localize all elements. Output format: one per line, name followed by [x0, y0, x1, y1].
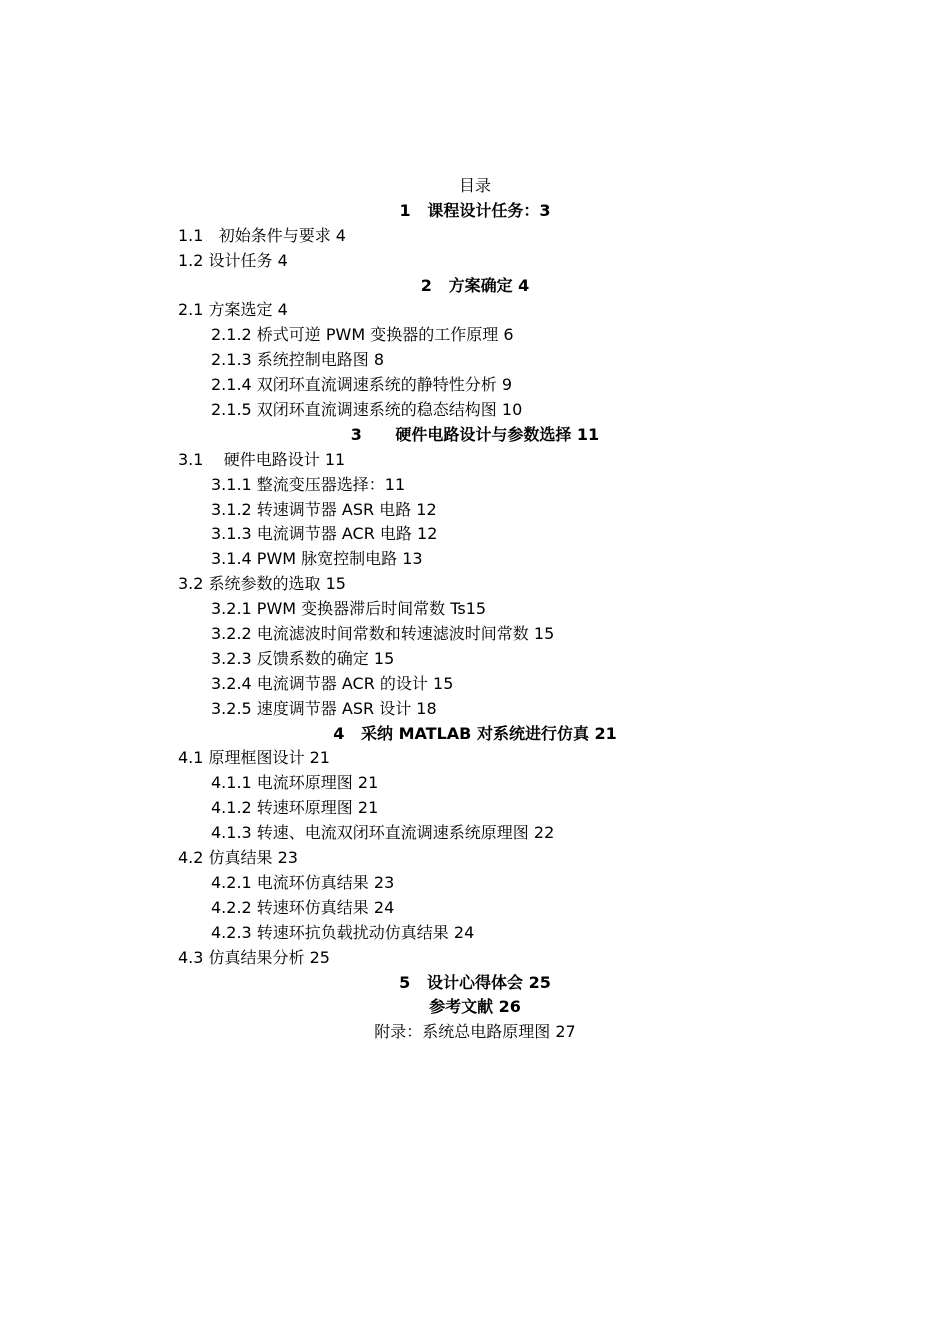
toc-entry[interactable]: 1.1 初始条件与要求 4 — [178, 225, 346, 245]
toc-subentry[interactable]: 4.1.3 转速、电流双闭环直流调速系统原理图 22 — [211, 823, 555, 843]
toc-subentry[interactable]: 4.2.1 电流环仿真结果 23 — [211, 872, 395, 892]
toc-subentry[interactable]: 3.2.3 反馈系数的确定 15 — [211, 648, 395, 668]
toc-subentry[interactable]: 3.1.3 电流调节器 ACR 电路 12 — [211, 524, 438, 544]
toc-subentry[interactable]: 2.1.5 双闭环直流调速系统的稳态结构图 10 — [211, 400, 523, 420]
toc-entry[interactable]: 4.1 原理框图设计 21 — [178, 748, 330, 768]
toc-heading[interactable]: 4 采纳 MATLAB 对系统进行仿真 21 — [333, 723, 617, 743]
toc-heading[interactable]: 3 硬件电路设计与参数选择 11 — [350, 424, 600, 444]
toc-heading[interactable]: 1 课程设计任务：3 — [399, 200, 551, 220]
toc-subentry[interactable]: 3.2.4 电流调节器 ACR 的设计 15 — [211, 673, 454, 693]
toc-heading[interactable]: 2 方案确定 4 — [420, 275, 530, 295]
toc-entry[interactable]: 3.2 系统参数的选取 15 — [178, 574, 346, 594]
toc-subentry[interactable]: 3.2.1 PWM 变换器滞后时间常数 Ts15 — [211, 599, 487, 619]
toc-subentry[interactable]: 4.1.2 转速环原理图 21 — [211, 798, 379, 818]
toc-entry[interactable]: 4.2 仿真结果 23 — [178, 848, 298, 868]
toc-entry[interactable]: 4.3 仿真结果分析 25 — [178, 947, 330, 967]
toc-subentry[interactable]: 2.1.4 双闭环直流调速系统的静特性分析 9 — [211, 375, 513, 395]
toc-heading[interactable]: 5 设计心得体会 25 — [399, 972, 551, 992]
toc-subentry[interactable]: 2.1.2 桥式可逆 PWM 变换器的工作原理 6 — [211, 325, 514, 345]
toc-subentry[interactable]: 3.1.1 整流变压器选择：11 — [211, 474, 406, 494]
toc-entry-appendix[interactable]: 附录：系统总电路原理图 27 — [374, 1022, 576, 1042]
toc-entry[interactable]: 3.1 硬件电路设计 11 — [178, 449, 346, 469]
toc-subentry[interactable]: 4.1.1 电流环原理图 21 — [211, 773, 379, 793]
toc-title: 目录 — [458, 176, 491, 195]
table-of-contents — [0, 174, 950, 1045]
toc-subentry[interactable]: 3.2.5 速度调节器 ASR 设计 18 — [211, 698, 437, 718]
toc-subentry[interactable]: 3.1.4 PWM 脉宽控制电路 13 — [211, 549, 423, 569]
toc-subentry[interactable]: 2.1.3 系统控制电路图 8 — [211, 350, 385, 370]
toc-subentry[interactable]: 3.2.2 电流滤波时间常数和转速滤波时间常数 15 — [211, 624, 555, 644]
toc-subentry[interactable]: 3.1.2 转速调节器 ASR 电路 12 — [211, 499, 437, 519]
toc-subentry[interactable]: 4.2.2 转速环仿真结果 24 — [211, 897, 395, 917]
toc-subentry[interactable]: 4.2.3 转速环抗负载扰动仿真结果 24 — [211, 922, 475, 942]
toc-entry[interactable]: 2.1 方案选定 4 — [178, 300, 288, 320]
toc-entry[interactable]: 1.2 设计任务 4 — [178, 250, 288, 270]
toc-heading-references[interactable]: 参考文献 26 — [429, 997, 521, 1017]
